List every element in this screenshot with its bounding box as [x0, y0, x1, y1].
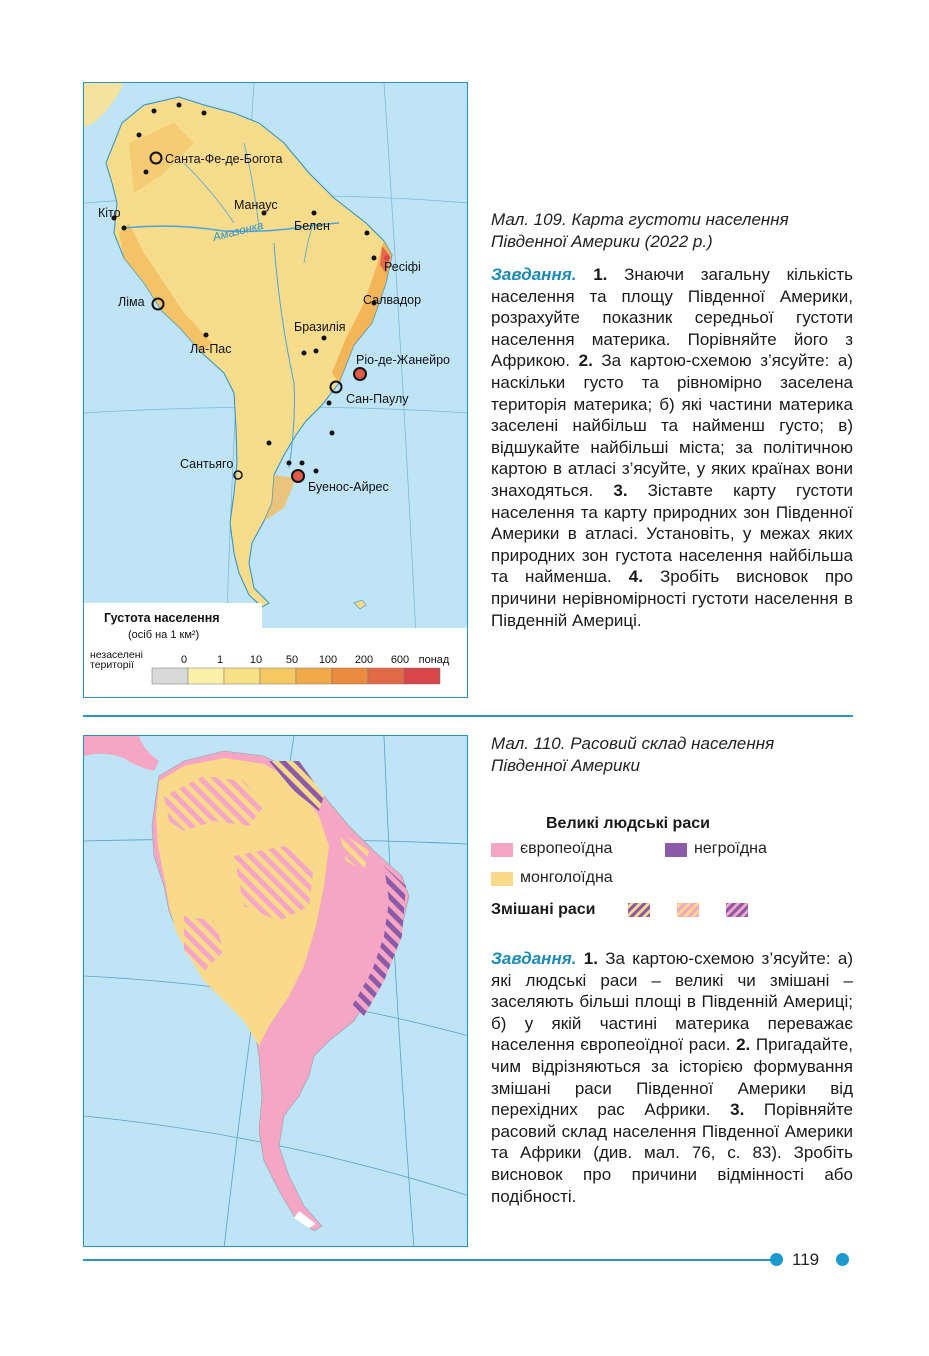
task-text: За картою-схемою з’ясуйте: а) які людські раси – великі чи змішані – заселяють більші площі в Південній Америці; б) у якій частині материка переважає населення європеоїдної раси. [491, 949, 853, 1055]
mixed-swatch-europeoid-mongoloid [677, 903, 699, 917]
legend-color-cell [260, 668, 296, 684]
label-amazon: Амазонка [211, 219, 265, 244]
label-bogota: Санта-Фе-де-Богота [165, 152, 283, 166]
task-text: Знаючи загальну кількість населення та площу Південної Америки, розрахуйте показник середньої густоти населення материка. Порівняйте його з Африкою. [491, 265, 853, 371]
task-text: Порівняйте расовий склад населення Південної Америки та Африки (див. мал. 76, с. 83). Зробіть висновок про причини відмінності або подібності. [491, 1100, 853, 1206]
task-number: 1. [593, 265, 608, 284]
density-map-svg [84, 83, 468, 698]
label-santiago: Сантьяго [180, 457, 234, 471]
mixed-swatch-mongoloid-negroid [628, 903, 650, 917]
legend-color-cell [404, 668, 440, 684]
page-dot-left [770, 1253, 783, 1266]
legend-color-cell [188, 668, 224, 684]
task-number: 2. [578, 351, 593, 371]
label-rio: Ріо-де-Жанейро [356, 353, 451, 367]
mongoloid-swatch [491, 872, 513, 886]
legend-uninhabited-line2: території [90, 659, 134, 671]
task-text: Зіставте карту густоти населення та карту природних зон Південної Америки в атласі. Установіть, у межах яких природних зон густота населення найбільша та найменша. [491, 480, 854, 587]
task-number: 4. [628, 567, 643, 587]
task-lead: Завдання. [491, 265, 577, 284]
task-number: 3. [730, 1100, 745, 1120]
label-recife: Ресіфі [384, 260, 421, 274]
legend-unit: (осіб на 1 км²) [128, 629, 200, 641]
task-number: 1. [583, 949, 598, 968]
europeoid-label: європеоїдна [520, 840, 613, 857]
race-composition-map [83, 735, 468, 1247]
task-block-2 [491, 948, 853, 1207]
legend-tick-label: 0 [180, 654, 188, 666]
label-belem: Белен [294, 219, 330, 233]
label-quito: Кіто [98, 206, 121, 220]
task-text: За картою-схемою з’ясуйте: а) наскільки густо та рівномірно заселена територія материка; б) які частини материка заселені найбільш та найменш густо; в) відшукайте найбільші міста; за політичною картою в атласі з’ясуйте, у яких країнах вони знаходяться. [491, 351, 853, 500]
figure-caption-110: Мал. 110. Расовий склад населення Південної Америки [491, 734, 775, 775]
legend-color-cell [296, 668, 332, 684]
legend-tick-label: 10 [249, 654, 263, 666]
page-number-block [770, 1248, 854, 1272]
mixed-swatch-europeoid-negroid [726, 903, 748, 917]
label-manaus: Манаус [234, 198, 278, 212]
legend-color-cell [368, 668, 404, 684]
negroid-swatch [665, 843, 687, 857]
page-dot-right [836, 1253, 849, 1266]
label-lima: Ліма [118, 295, 145, 309]
page-number: 119 [792, 1250, 820, 1269]
legend-bar [152, 668, 440, 684]
legend-title: Густота населення [104, 611, 220, 625]
footer-rule [83, 1259, 773, 1261]
section-divider [83, 715, 853, 717]
label-salvador: Салвадор [363, 293, 422, 307]
europeoid-swatch [491, 843, 513, 857]
mongoloid-label: монголоїдна [520, 869, 613, 886]
legend-uninhabited-line1: незаселені [90, 649, 143, 661]
legend-tick-label: 600 [390, 654, 410, 666]
legend-tick-label: понад [418, 654, 450, 666]
figure-caption-109: Мал. 109. Карта густоти населення Південної Америки (2022 р.) [491, 210, 789, 251]
label-la-paz: Ла-Пас [190, 342, 232, 356]
label-buenos-aires: Буенос-Айрес [308, 480, 389, 494]
task-text: Пригадайте, чим відрізняються за історією формування змішані раси Південної Америки від перехідних рас Африки. [491, 1035, 853, 1120]
label-brasilia: Бразилія [294, 320, 346, 334]
task-number: 2. [736, 1035, 751, 1055]
mixed-races-label: Змішані раси [491, 901, 596, 918]
legend-tick-label: 200 [354, 654, 374, 666]
label-sao-paulo: Сан-Паулу [346, 392, 409, 406]
legend-color-cell [224, 668, 260, 684]
task-number: 3. [613, 480, 628, 500]
legend-color-cell [332, 668, 368, 684]
task-text: Зробіть висновок про причини нерівномірності густоти населення в Південній Америці. [491, 567, 853, 630]
legend-tick-label: 1 [216, 654, 224, 666]
race-legend-title: Великі людські раси [546, 815, 710, 832]
legend-tick-label: 50 [285, 654, 299, 666]
task-lead: Завдання. [491, 949, 577, 968]
legend-color-cell [152, 668, 188, 684]
negroid-label: негроїдна [694, 840, 767, 857]
legend-tick-label: 100 [318, 654, 338, 666]
population-density-map [83, 82, 468, 698]
race-map-svg [84, 736, 468, 1247]
task-block-1 [491, 264, 853, 631]
